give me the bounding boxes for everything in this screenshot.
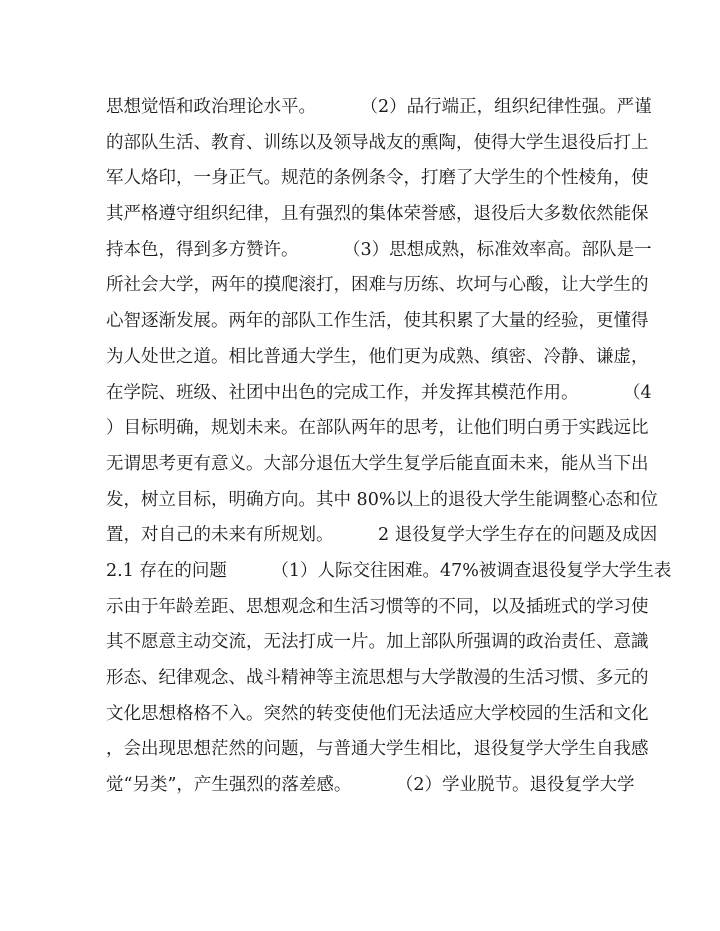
text-line-12: 发，树立目标，明确方向。其中 80%以上的退役大学生能调整心态和位 [106,489,658,510]
text-line-11: 无谓思考更有意义。大部分退伍大学生复学后能直面未来，能从当下出 [106,453,649,474]
text-line-19: ，会出现思想茫然的问题，与普通大学生相比，退役复学大学生自我感 [106,739,649,760]
text-line-15: 示由于年龄差距、思想观念和生活习惯等的不同，以及插班式的学习使 [106,596,649,617]
text-line-3: 军人烙印，一身正气。规范的条例条令，打磨了大学生的个性棱角，使 [106,168,649,189]
text-line-17: 形态、纪律观念、战斗精神等主流思想与大学散漫的生活习惯、多元的 [106,668,649,688]
text-line-4: 其严格遵守组织纪律，且有强烈的集体荣誉感，退役后大多数依然能保 [106,204,649,225]
text-line-10: ）目标明确，规划未来。在部队两年的思考，让他们明白勇于实践远比 [106,418,649,439]
text-line-13: 置，对自己的未来有所规划。 2 退役复学大学生存在的问题及成因 [106,525,658,546]
text-line-20: 觉“另类”，产生强烈的落差感。 （2）学业脱节。退役复学大学 [106,775,635,796]
text-line-18: 文化思想格格不入。突然的转变使他们无法适应大学校园的生活和文化 [106,703,649,724]
text-line-6: 所社会大学，两年的摸爬滚打，困难与历练、坎坷与心酸，让大学生的 [106,275,649,296]
text-line-2: 的部队生活、教育、训练以及领导战友的熏陶，使得大学生退役后打上 [106,132,649,153]
body-text [106,90,672,804]
text-line-8: 为人处世之道。相比普通大学生，他们更为成熟、缜密、冷静、谦虚， [106,346,649,367]
text-line-14: 2.1 存在的问题 （1）人际交往困难。47%被调查退役复学大学生表 [106,560,672,581]
text-line-1: 思想觉悟和政治理论水平。 （2）品行端正，组织纪律性强。严谨 [106,97,652,117]
text-line-9: 在学院、班级、社团中出色的完成工作，并发挥其模范作用。 （4 [106,382,652,403]
text-line-16: 其不愿意主动交流，无法打成一片。加上部队所强调的政治责任、意識 [106,632,649,653]
text-line-5: 持本色，得到多方赞许。 （3）思想成熟，标准效率高。部队是一 [106,239,652,260]
text-line-7: 心智逐渐发展。两年的部队工作生活，使其积累了大量的经验，更懂得 [106,311,649,332]
